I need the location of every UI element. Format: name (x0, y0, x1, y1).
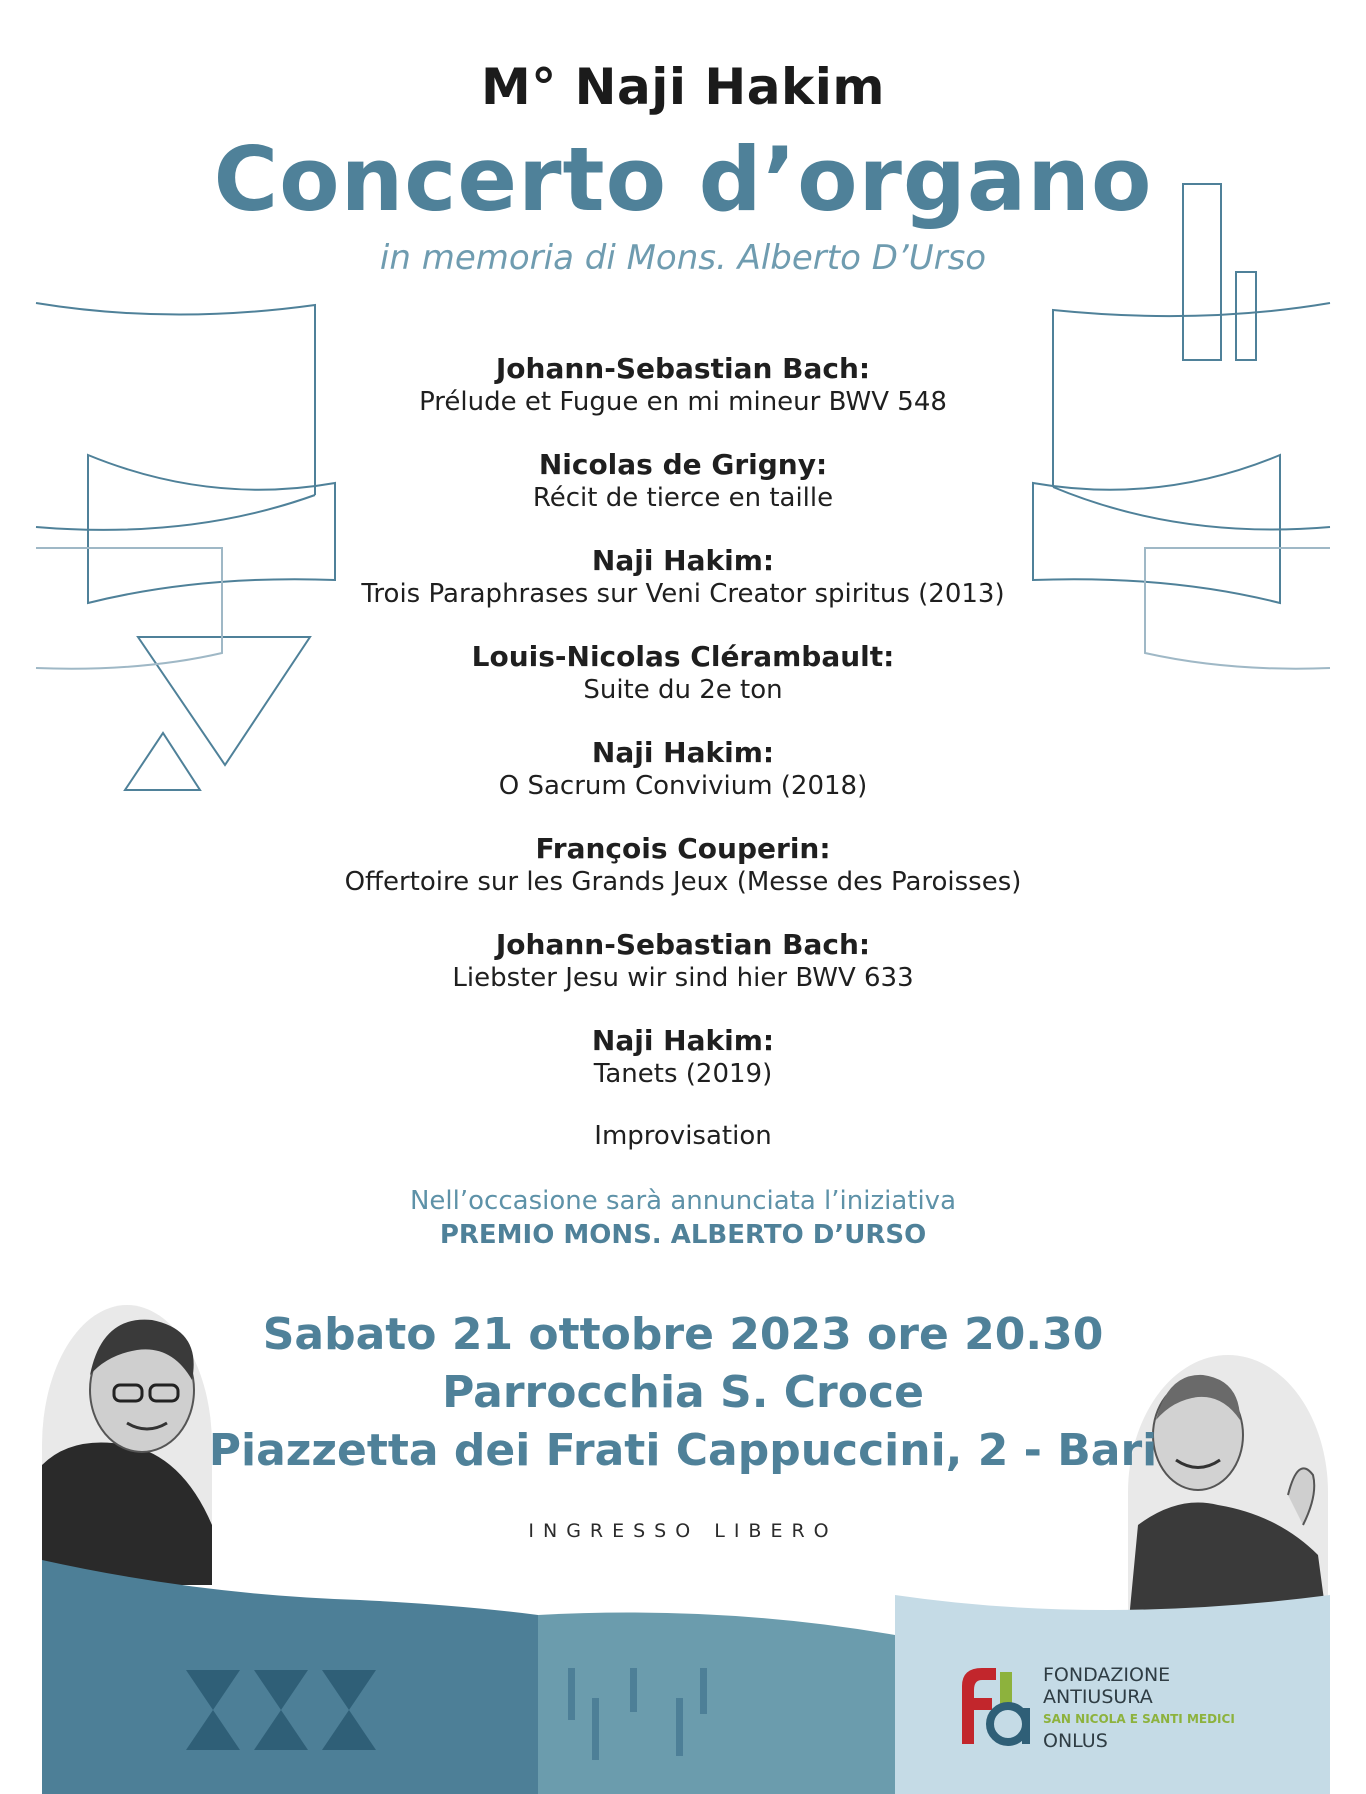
composer: Louis-Nicolas Clérambault: (471, 640, 895, 673)
free-entry-label: INGRESSO LIBERO (528, 1520, 838, 1542)
composer: Johann-Sebastian Bach: (495, 928, 871, 961)
fondazione-logo-icon (952, 1664, 1032, 1746)
composer: François Couperin: (535, 832, 831, 865)
logo-subline: SAN NICOLA E SANTI MEDICI (1043, 1712, 1235, 1726)
work: Liebster Jesu wir sind hier BWV 633 (452, 963, 914, 993)
program-list (0, 352, 1366, 1152)
dedication: in memoria di Mons. Alberto D’Urso (379, 238, 987, 278)
composer: Nicolas de Grigny: (538, 448, 828, 481)
announcement (0, 1184, 1366, 1252)
work: Récit de tierce en taille (532, 483, 834, 513)
composer: Johann-Sebastian Bach: (495, 352, 871, 385)
program-item (0, 736, 1366, 802)
program-item (0, 928, 1366, 994)
program-item (0, 352, 1366, 418)
logo-line: FONDAZIONE (1043, 1664, 1171, 1686)
announcement-line: Nell’occasione sarà annunciata l’iniziativa (409, 1186, 956, 1216)
program-item (0, 640, 1366, 706)
event-venue: Parrocchia S. Croce (442, 1367, 924, 1418)
logo-line: ANTIUSURA (1043, 1686, 1153, 1708)
event-details (0, 1306, 1366, 1480)
work: Prélude et Fugue en mi mineur BWV 548 (419, 387, 947, 417)
improvisation: Improvisation (594, 1121, 772, 1151)
program-item (0, 448, 1366, 514)
program-item (0, 832, 1366, 898)
program-item (0, 544, 1366, 610)
event-date: Sabato 21 ottobre 2023 ore 20.30 (262, 1309, 1104, 1360)
composer: Naji Hakim: (591, 736, 775, 769)
composer: Naji Hakim: (591, 1024, 775, 1057)
event-address: Piazzetta dei Frati Cappuccini, 2 - Bari (208, 1425, 1158, 1476)
composer: Naji Hakim: (591, 544, 775, 577)
work: O Sacrum Convivium (2018) (498, 771, 868, 801)
concert-title: Concerto d’organo (213, 128, 1153, 231)
logo-line: ONLUS (1043, 1730, 1108, 1752)
work: Trois Paraphrases sur Veni Creator spiritus (2013) (361, 579, 1005, 609)
work: Offertoire sur les Grands Jeux (Messe des Paroisses) (344, 867, 1022, 897)
fondazione-name (1043, 1664, 1235, 1752)
work: Suite du 2e ton (583, 675, 783, 705)
performer-name: M° Naji Hakim (480, 58, 885, 116)
work: Tanets (2019) (593, 1059, 773, 1089)
program-item (0, 1024, 1366, 1090)
prize-name: PREMIO MONS. ALBERTO D’URSO (439, 1220, 927, 1250)
